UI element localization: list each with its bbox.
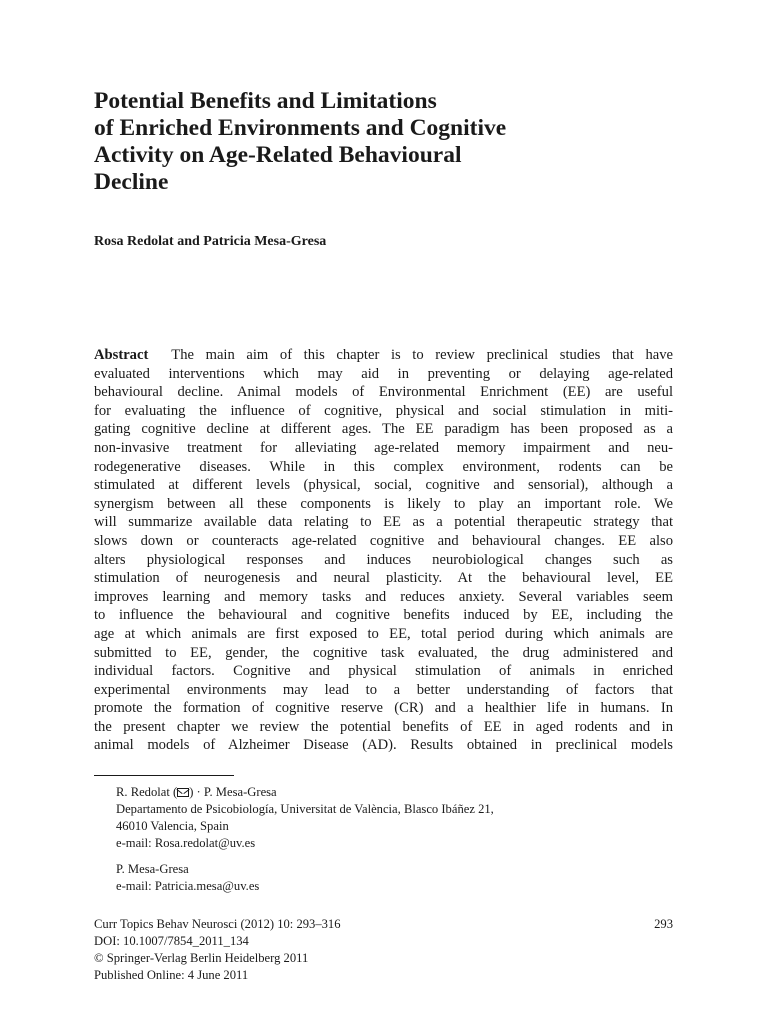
abstract-line: will summarize available data relating to EE as a potential therapeutic strategy that bbox=[94, 514, 673, 531]
abstract-text: The main aim of this chapter is to review preclinical studies that have bbox=[171, 347, 673, 363]
doi: DOI: 10.1007/7854_2011_134 bbox=[94, 934, 249, 948]
email-author1: e-mail: Rosa.redolat@uv.es bbox=[116, 836, 256, 850]
author-names: Rosa Redolat and Patricia Mesa-Gresa bbox=[94, 234, 327, 249]
published-date: Published Online: 4 June 2011 bbox=[94, 968, 249, 982]
title-line: Potential Benefits and Limitations bbox=[94, 88, 437, 114]
copyright: © Springer-Verlag Berlin Heidelberg 2011 bbox=[94, 951, 309, 965]
author1-suffix: ) · P. Mesa-Gresa bbox=[189, 785, 277, 799]
publication-footer bbox=[94, 916, 341, 984]
abstract-line: animal models of Alzheimer Disease (AD). Results obtained in preclinical models bbox=[94, 737, 673, 754]
email-author2: e-mail: Patricia.mesa@uv.es bbox=[116, 879, 260, 893]
author2-name: P. Mesa-Gresa bbox=[116, 862, 189, 876]
abstract-line: for evaluating the influence of cognitive, physical and social stimulation in miti- bbox=[94, 402, 673, 419]
envelope-icon bbox=[177, 788, 189, 797]
title-line: of Enriched Environments and Cognitive bbox=[94, 115, 507, 141]
corresponding-authors bbox=[116, 784, 494, 801]
title-line: Activity on Age-Related Behavioural bbox=[94, 142, 462, 168]
abstract-line: to influence the behavioural and cognitive benefits induced by EE, including the bbox=[94, 607, 673, 624]
abstract-line: stimulation of neurogenesis and neural plasticity. At the behavioural level, EE bbox=[94, 570, 673, 587]
abstract-line: evaluated interventions which may aid in preventing or delaying age-related bbox=[94, 365, 673, 382]
abstract-line: experimental environments may lead to a better understanding of factors that bbox=[94, 681, 673, 698]
abstract-line: individual factors. Cognitive and physical stimulation of animals in enriched bbox=[94, 663, 673, 680]
abstract-line: promote the formation of cognitive reserve (CR) and a healthier life in humans. In bbox=[94, 700, 673, 717]
page-number: 293 bbox=[654, 917, 673, 931]
paper-title bbox=[94, 88, 654, 196]
abstract-label: Abstract bbox=[94, 347, 149, 363]
abstract-line: gating cognitive decline at different ages. The EE paradigm has been proposed as a bbox=[94, 421, 673, 438]
abstract-line: stimulated at different levels (physical, social, cognitive and sensorial), although a bbox=[94, 477, 673, 494]
abstract-block bbox=[94, 346, 673, 755]
abstract-line-first bbox=[94, 346, 673, 365]
abstract-line: behavioural decline. Animal models of Environmental Enrichment (EE) are useful bbox=[94, 384, 673, 401]
department: Departamento de Psicobiología, Universitat de València, Blasco Ibáñez 21, bbox=[116, 802, 494, 816]
abstract-line: age at which animals are first exposed to EE, total period during which animals are bbox=[94, 625, 673, 642]
journal-citation: Curr Topics Behav Neurosci (2012) 10: 293–316 bbox=[94, 917, 341, 931]
title-line: Decline bbox=[94, 169, 169, 195]
abstract-line: alters physiological responses and induces neurobiological changes such as bbox=[94, 551, 673, 568]
abstract-line: improves learning and memory tasks and reduces anxiety. Several variables seem bbox=[94, 588, 673, 605]
abstract-line: non-invasive treatment for alleviating age-related memory impairment and neu- bbox=[94, 439, 673, 456]
footnote-divider bbox=[94, 775, 234, 776]
abstract-line: the present chapter we review the potential benefits of EE in aged rodents and in bbox=[94, 718, 673, 735]
author-affiliations bbox=[116, 784, 494, 895]
abstract-line: rodegenerative diseases. While in this complex environment, rodents can be bbox=[94, 458, 673, 475]
abstract-line: synergism between all these components is likely to play an important role. We bbox=[94, 495, 673, 512]
spacer bbox=[116, 852, 494, 861]
abstract-line: slows down or counteracts age-related cognitive and behavioural changes. EE also bbox=[94, 532, 673, 549]
abstract-line: submitted to EE, gender, the cognitive task evaluated, the drug administered and bbox=[94, 644, 673, 661]
city-address: 46010 Valencia, Spain bbox=[116, 819, 229, 833]
author1-prefix: R. Redolat ( bbox=[116, 785, 178, 799]
